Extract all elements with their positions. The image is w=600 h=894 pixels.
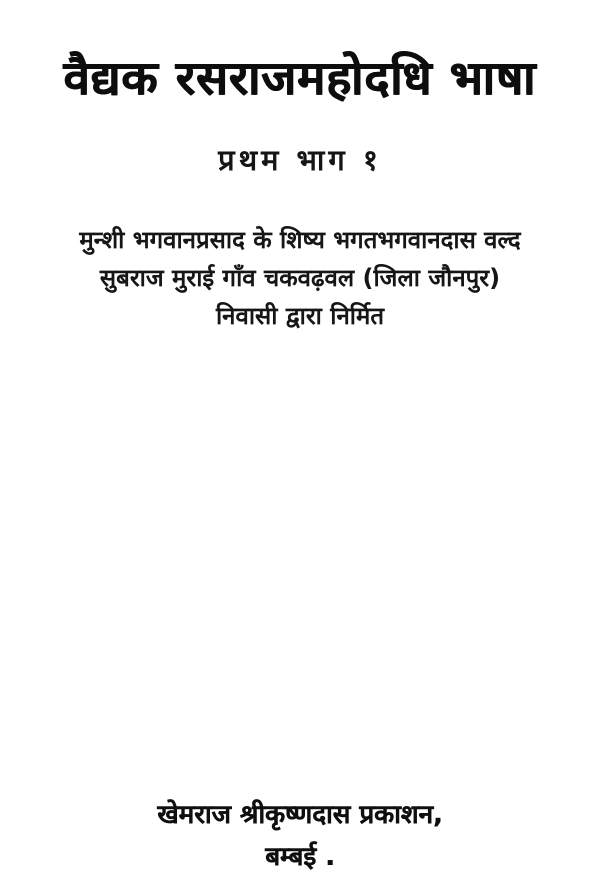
part-subtitle: प्रथम भाग १ <box>218 143 382 178</box>
publisher-block <box>0 794 600 878</box>
book-title: वैद्यक रसराजमहोदधि भाषा <box>63 51 537 106</box>
author-line-3: निवासी द्वारा निर्मित <box>215 302 385 331</box>
publisher-city: बम्बई . <box>265 842 335 872</box>
publisher-name: खेमराज श्रीकृष्णदास प्रकाशन, <box>157 800 443 830</box>
author-line-2: सुबराज मुराई गाँव चकवढ़वल (जिला जौनपुर) <box>99 264 501 293</box>
author-line-1: मुन्शी भगवानप्रसाद के शिष्य भगतभगवानदास वल्द <box>79 226 521 255</box>
author-attribution-block <box>0 221 600 335</box>
